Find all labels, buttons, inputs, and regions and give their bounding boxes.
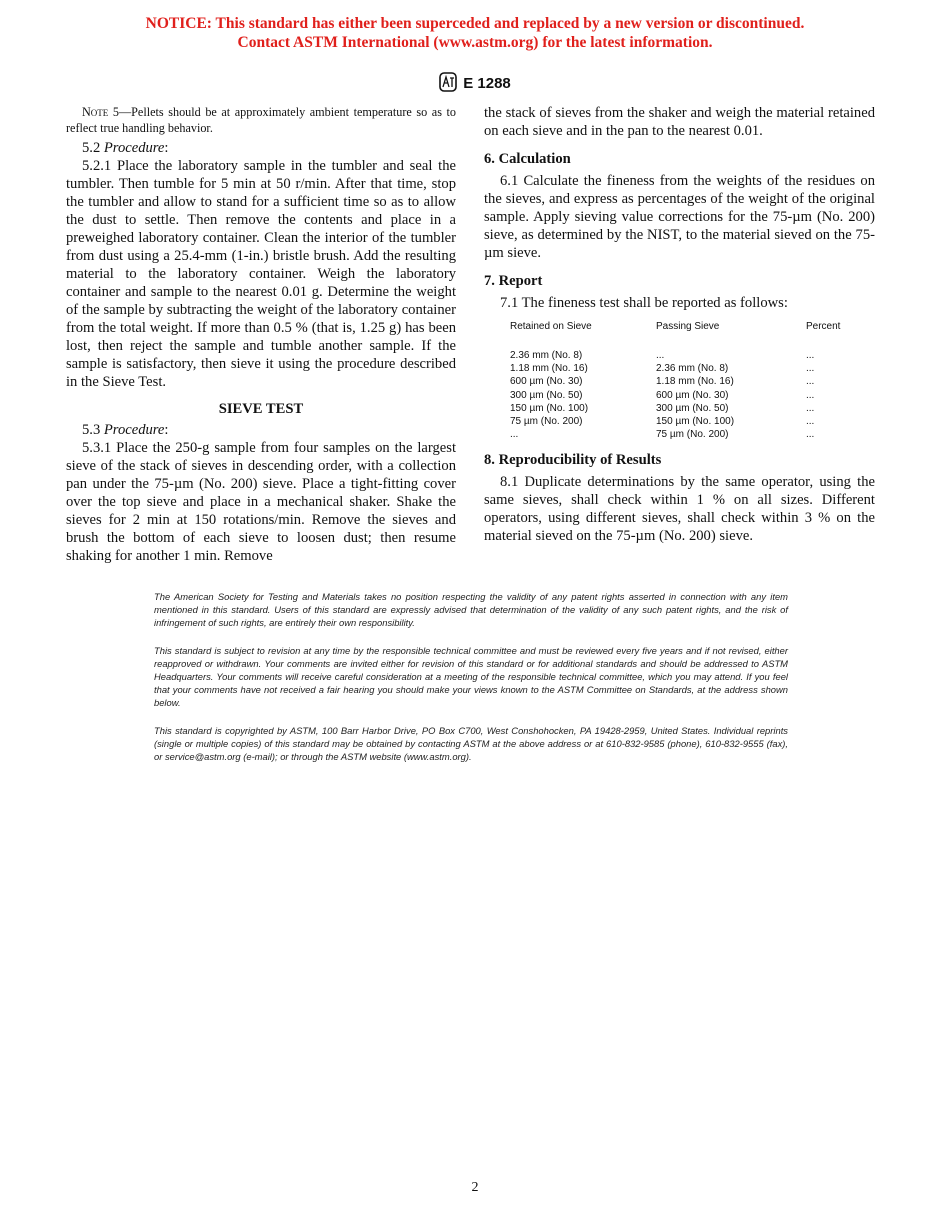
notice-line-2: Contact ASTM International (www.astm.org) for the latest information. xyxy=(237,34,713,51)
table-row xyxy=(510,349,850,362)
patent-statement: The American Society for Testing and Materials takes no position respecting the validity of any patent rights asserted in connection with any item mentioned in this standard. Users of this standard are expressly advised that determination of the validity of any such patent rights, and the risk of infringement of such rights, are entirely their own responsibility. xyxy=(154,591,788,629)
table-row xyxy=(510,415,850,428)
cell-retained: 1.18 mm (No. 16) xyxy=(510,363,588,375)
section-5-3-1: 5.3.1 Place the 250-g sample from four samples on the largest sieve of the stack of sieves in descending order, with a collection pan under the 75-µm (No. 200) sieve. Place a tight-fitting cover over the top sieve and place in a mechanical shaker. Shake the sieves for 2 min at 150 rotations/min. Remove the sieves and brush the bottom of each sieve to loosen dust; then resume shaking for another 1 min. Remove xyxy=(66,440,456,564)
section-5-2-number: 5.2 xyxy=(82,140,104,156)
table-header-row xyxy=(510,318,850,349)
cell-passing: 150 µm (No. 100) xyxy=(656,416,735,428)
cell-percent: ... xyxy=(806,350,815,361)
cell-percent: ... xyxy=(806,429,815,441)
section-8-heading: 8. Reproducibility of Results xyxy=(484,452,662,469)
revision-statement: This standard is subject to revision at any time by the responsible technical committee and must be reviewed every five years and if not revised, either reapproved or withdrawn. Your comments are invited either for revision of this standard or for additional standards and should be addressed to ASTM Headquarters. Your comments will receive careful consideration at a meeting of the responsible technical committee, which you may attend. If you feel that your comments have not received a fair hearing you should make your views known to the ASTM Committee on Standards, at the address shown below. xyxy=(154,644,788,709)
cell-percent: ... xyxy=(806,389,815,401)
fineness-report-table xyxy=(510,318,850,441)
section-8-1: 8.1 Duplicate determinations by the same operator, using the same sieves, shall check within 1 % on all sizes. Different operators, using different sieves, shall check within 3 % on the material sieved on the 75-µm (No. 200) sieve. xyxy=(484,474,875,545)
cell-passing: ... xyxy=(656,350,665,361)
supersede-notice xyxy=(0,14,950,52)
cell-retained: ... xyxy=(510,429,519,441)
table-row xyxy=(510,428,850,441)
page-number: 2 xyxy=(471,1180,479,1195)
section-5-2: 5.2 Procedure: xyxy=(82,140,169,156)
note-text: 5—Pellets should be at approximately ambient temperature so as to reflect true handling behavior. xyxy=(66,105,456,135)
designation-text: E 1288 xyxy=(463,75,511,92)
left-column xyxy=(66,104,456,565)
table-row xyxy=(510,362,850,375)
note-label: Note xyxy=(82,105,109,119)
cell-percent: ... xyxy=(806,376,815,388)
sieve-test-heading: SIEVE TEST xyxy=(218,401,304,417)
legal-footer xyxy=(154,590,788,777)
cell-percent: ... xyxy=(806,402,815,414)
table-row xyxy=(510,389,850,402)
right-column xyxy=(484,104,875,545)
table-row xyxy=(510,375,850,388)
cell-retained: 150 µm (No. 100) xyxy=(510,402,589,414)
copyright-statement: This standard is copyrighted by ASTM, 100 Barr Harbor Drive, PO Box C700, West Conshohocken, PA 19428-2959, United States. Individual reprints (single or multiple copies) of this standard may be obtained by contacting ASTM at the above address or at 610-832-9585 (phone), 610-832-9555 (fax), or service@astm.org (e-mail); or through the ASTM website (www.astm.org). xyxy=(154,724,788,763)
header-passing: Passing Sieve xyxy=(656,321,720,332)
cell-passing: 300 µm (No. 50) xyxy=(656,402,729,414)
table-row xyxy=(510,402,850,415)
section-5-2-1: 5.2.1 Place the laboratory sample in the tumbler and seal the tumbler. Then tumble for 5 min at 50 r/min. After that time, stop the tumbler and allow to stand for a sufficient time so as to allow the dust to settle. Then remove the contents and place in a preweighed laboratory container. Clean the interior of the tumbler from dust using a 25.4-mm (1-in.) bristle brush. Add the resulting material to the laboratory container. Weigh the laboratory container and sample to the nearest 0.01 g. Determine the weight of the sample by subtracting the weight of the laboratory container from the total weight. If more than 0.5 % (that is, 1.25 g) has been lost, then reject the sample and tumble another sample. If the sample is satisfactory, then sieve it using the procedure described in the Sieve Test. xyxy=(66,158,456,390)
section-5-3-title: Procedure xyxy=(103,422,165,438)
cell-retained: 75 µm (No. 200) xyxy=(510,416,583,428)
section-6-1: 6.1 Calculate the fineness from the weights of the residues on the sieves, and express as percentages of the weight of the original sample. Apply sieving value corrections for the 75-µm (No. 200) sieve, as determined by the NIST, to the material sieved on the 75-µm sieve. xyxy=(484,173,875,261)
standard-designation xyxy=(0,72,950,92)
note-5 xyxy=(66,104,456,136)
cell-percent: ... xyxy=(806,416,815,428)
section-6-heading: 6. Calculation xyxy=(484,151,571,167)
section-7-1: 7.1 The fineness test shall be reported as follows: xyxy=(500,295,788,311)
cell-retained: 600 µm (No. 30) xyxy=(510,376,583,388)
cell-passing: 75 µm (No. 200) xyxy=(656,429,729,441)
cell-retained: 300 µm (No. 50) xyxy=(510,389,583,401)
notice-line-1: NOTICE: This standard has either been superceded and replaced by a new version or discontinued. xyxy=(145,15,805,32)
cell-passing: 2.36 mm (No. 8) xyxy=(656,363,729,375)
section-5-2-title: Procedure xyxy=(103,140,165,156)
cell-percent: ... xyxy=(806,363,815,375)
continued-text: the stack of sieves from the shaker and weigh the material retained on each sieve and in the pan to the nearest 0.01. xyxy=(484,105,875,139)
cell-passing: 600 µm (No. 30) xyxy=(656,389,729,401)
section-5-3: 5.3 Procedure: xyxy=(82,422,169,438)
cell-passing: 1.18 mm (No. 16) xyxy=(656,376,734,388)
header-retained: Retained on Sieve xyxy=(510,321,592,332)
section-5-3-number: 5.3 xyxy=(82,422,104,438)
cell-retained: 2.36 mm (No. 8) xyxy=(510,350,583,361)
section-7-heading: 7. Report xyxy=(484,273,543,289)
header-percent: Percent xyxy=(806,321,841,332)
astm-logo-icon xyxy=(439,72,457,92)
